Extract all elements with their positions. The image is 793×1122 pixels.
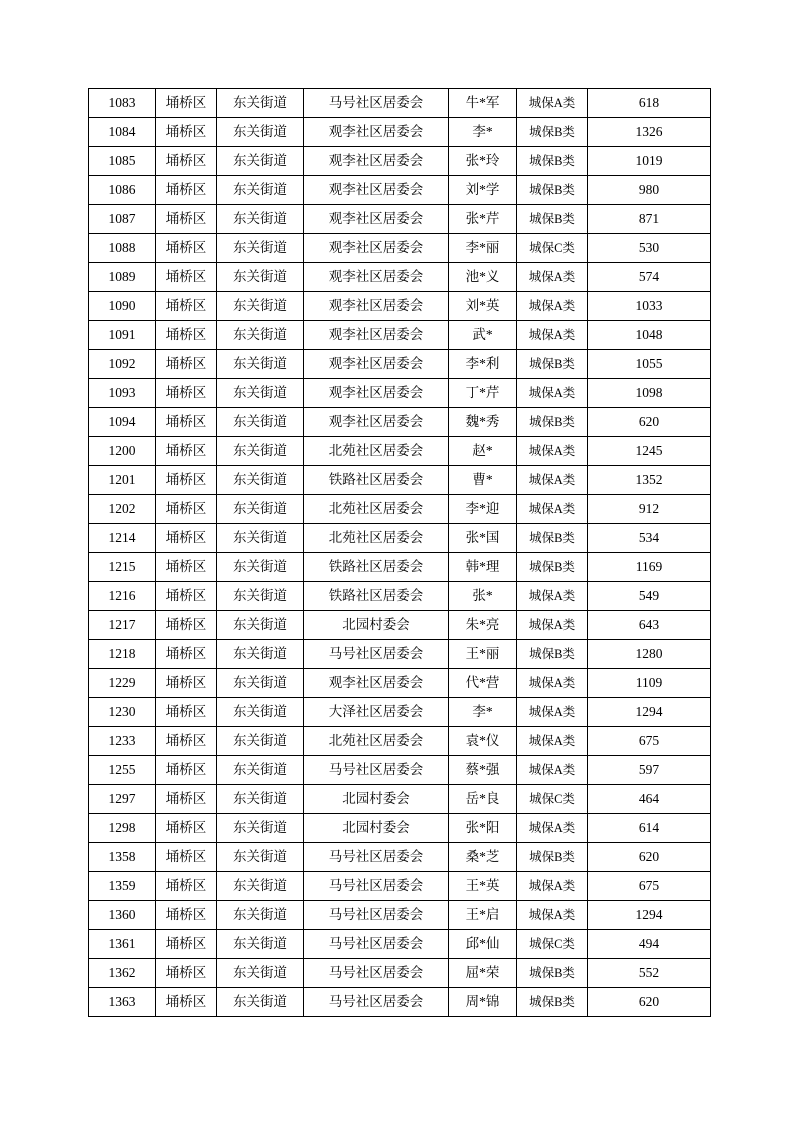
table-cell: 1359 bbox=[89, 872, 156, 901]
table-cell: 1098 bbox=[588, 379, 711, 408]
table-cell: 东关街道 bbox=[217, 263, 304, 292]
table-cell: 埇桥区 bbox=[156, 814, 217, 843]
table-cell: 埇桥区 bbox=[156, 901, 217, 930]
table-cell: 城保A类 bbox=[517, 872, 588, 901]
table-cell: 1089 bbox=[89, 263, 156, 292]
table-cell: 549 bbox=[588, 582, 711, 611]
table-cell: 534 bbox=[588, 524, 711, 553]
table-cell: 东关街道 bbox=[217, 698, 304, 727]
table-cell: 北园村委会 bbox=[304, 814, 449, 843]
table-cell: 李*丽 bbox=[449, 234, 517, 263]
table-cell: 530 bbox=[588, 234, 711, 263]
table-cell: 东关街道 bbox=[217, 611, 304, 640]
table-cell: 埇桥区 bbox=[156, 959, 217, 988]
table-cell: 东关街道 bbox=[217, 495, 304, 524]
table-cell: 东关街道 bbox=[217, 466, 304, 495]
table-cell: 1298 bbox=[89, 814, 156, 843]
table-cell: 北园村委会 bbox=[304, 785, 449, 814]
table-cell: 大泽社区居委会 bbox=[304, 698, 449, 727]
table-cell: 城保A类 bbox=[517, 727, 588, 756]
table-cell: 东关街道 bbox=[217, 553, 304, 582]
table-cell: 邱*仙 bbox=[449, 930, 517, 959]
table-cell: 1233 bbox=[89, 727, 156, 756]
table-cell: 埇桥区 bbox=[156, 524, 217, 553]
table-row bbox=[89, 524, 711, 553]
table-cell: 城保B类 bbox=[517, 205, 588, 234]
table-cell: 张*国 bbox=[449, 524, 517, 553]
table-cell: 城保A类 bbox=[517, 495, 588, 524]
table-cell: 埇桥区 bbox=[156, 611, 217, 640]
table-cell: 牛*军 bbox=[449, 89, 517, 118]
table-cell: 埇桥区 bbox=[156, 640, 217, 669]
table-cell: 王*启 bbox=[449, 901, 517, 930]
table-row bbox=[89, 379, 711, 408]
table-cell: 1215 bbox=[89, 553, 156, 582]
table-cell: 马号社区居委会 bbox=[304, 901, 449, 930]
table-row bbox=[89, 321, 711, 350]
table-cell: 城保A类 bbox=[517, 814, 588, 843]
table-cell: 池*义 bbox=[449, 263, 517, 292]
table-cell: 埇桥区 bbox=[156, 205, 217, 234]
table-cell: 1280 bbox=[588, 640, 711, 669]
table-cell: 屈*荣 bbox=[449, 959, 517, 988]
table-cell: 东关街道 bbox=[217, 785, 304, 814]
table-row bbox=[89, 495, 711, 524]
table-cell: 1048 bbox=[588, 321, 711, 350]
table-cell: 675 bbox=[588, 727, 711, 756]
table-cell: 1094 bbox=[89, 408, 156, 437]
table-cell: 张*玲 bbox=[449, 147, 517, 176]
table-cell: 铁路社区居委会 bbox=[304, 466, 449, 495]
table-cell: 马号社区居委会 bbox=[304, 959, 449, 988]
subsidy-recipients-table bbox=[88, 88, 711, 1017]
table-cell: 1255 bbox=[89, 756, 156, 785]
table-cell: 观李社区居委会 bbox=[304, 205, 449, 234]
table-cell: 城保A类 bbox=[517, 611, 588, 640]
table-cell: 城保B类 bbox=[517, 118, 588, 147]
table-cell: 刘*学 bbox=[449, 176, 517, 205]
table-cell: 1294 bbox=[588, 901, 711, 930]
table-cell: 城保A类 bbox=[517, 379, 588, 408]
table-cell: 韩*理 bbox=[449, 553, 517, 582]
table-cell: 464 bbox=[588, 785, 711, 814]
table-cell: 赵* bbox=[449, 437, 517, 466]
table-cell: 城保A类 bbox=[517, 698, 588, 727]
table-cell: 620 bbox=[588, 408, 711, 437]
table-row bbox=[89, 466, 711, 495]
table-cell: 马号社区居委会 bbox=[304, 640, 449, 669]
table-cell: 埇桥区 bbox=[156, 379, 217, 408]
table-cell: 1362 bbox=[89, 959, 156, 988]
table-row bbox=[89, 814, 711, 843]
table-cell: 观李社区居委会 bbox=[304, 118, 449, 147]
table-cell: 东关街道 bbox=[217, 640, 304, 669]
table-cell: 城保A类 bbox=[517, 466, 588, 495]
table-row bbox=[89, 176, 711, 205]
table-cell: 1088 bbox=[89, 234, 156, 263]
table-cell: 东关街道 bbox=[217, 176, 304, 205]
table-row bbox=[89, 408, 711, 437]
table-row bbox=[89, 959, 711, 988]
table-cell: 王*丽 bbox=[449, 640, 517, 669]
table-cell: 东关街道 bbox=[217, 89, 304, 118]
table-cell: 埇桥区 bbox=[156, 582, 217, 611]
table-cell: 朱*亮 bbox=[449, 611, 517, 640]
table-cell: 东关街道 bbox=[217, 118, 304, 147]
table-cell: 东关街道 bbox=[217, 408, 304, 437]
table-row bbox=[89, 698, 711, 727]
table-cell: 城保B类 bbox=[517, 843, 588, 872]
table-body bbox=[89, 89, 711, 1017]
table-cell: 埇桥区 bbox=[156, 292, 217, 321]
table-cell: 城保B类 bbox=[517, 408, 588, 437]
table-cell: 1230 bbox=[89, 698, 156, 727]
table-cell: 1202 bbox=[89, 495, 156, 524]
table-cell: 东关街道 bbox=[217, 814, 304, 843]
table-cell: 城保A类 bbox=[517, 89, 588, 118]
table-cell: 1360 bbox=[89, 901, 156, 930]
table-cell: 城保B类 bbox=[517, 176, 588, 205]
table-cell: 埇桥区 bbox=[156, 437, 217, 466]
table-row bbox=[89, 901, 711, 930]
table-cell: 马号社区居委会 bbox=[304, 843, 449, 872]
table-cell: 魏*秀 bbox=[449, 408, 517, 437]
table-cell: 马号社区居委会 bbox=[304, 988, 449, 1017]
table-cell: 597 bbox=[588, 756, 711, 785]
table-cell: 1109 bbox=[588, 669, 711, 698]
table-row bbox=[89, 727, 711, 756]
table-row bbox=[89, 785, 711, 814]
table-cell: 埇桥区 bbox=[156, 408, 217, 437]
table-cell: 1093 bbox=[89, 379, 156, 408]
table-cell: 东关街道 bbox=[217, 205, 304, 234]
table-cell: 620 bbox=[588, 843, 711, 872]
table-cell: 1361 bbox=[89, 930, 156, 959]
table-cell: 东关街道 bbox=[217, 321, 304, 350]
table-cell: 埇桥区 bbox=[156, 669, 217, 698]
table-cell: 武* bbox=[449, 321, 517, 350]
table-cell: 袁*仪 bbox=[449, 727, 517, 756]
table-cell: 埇桥区 bbox=[156, 263, 217, 292]
table-cell: 北苑社区居委会 bbox=[304, 524, 449, 553]
table-cell: 张*阳 bbox=[449, 814, 517, 843]
table-cell: 城保A类 bbox=[517, 756, 588, 785]
table-cell: 552 bbox=[588, 959, 711, 988]
table-cell: 埇桥区 bbox=[156, 350, 217, 379]
table-cell: 北苑社区居委会 bbox=[304, 727, 449, 756]
table-cell: 马号社区居委会 bbox=[304, 89, 449, 118]
table-cell: 观李社区居委会 bbox=[304, 147, 449, 176]
table-cell: 1363 bbox=[89, 988, 156, 1017]
table-cell: 曹* bbox=[449, 466, 517, 495]
table-cell: 埇桥区 bbox=[156, 234, 217, 263]
table-cell: 东关街道 bbox=[217, 843, 304, 872]
table-cell: 埇桥区 bbox=[156, 118, 217, 147]
table-row bbox=[89, 234, 711, 263]
table-cell: 张* bbox=[449, 582, 517, 611]
table-cell: 埇桥区 bbox=[156, 466, 217, 495]
table-cell: 埇桥区 bbox=[156, 698, 217, 727]
table-cell: 城保A类 bbox=[517, 582, 588, 611]
table-row bbox=[89, 843, 711, 872]
table-cell: 埇桥区 bbox=[156, 785, 217, 814]
table-cell: 埇桥区 bbox=[156, 756, 217, 785]
table-cell: 城保A类 bbox=[517, 901, 588, 930]
table-row bbox=[89, 611, 711, 640]
table-cell: 城保C类 bbox=[517, 234, 588, 263]
table-row bbox=[89, 292, 711, 321]
table-cell: 东关街道 bbox=[217, 524, 304, 553]
table-cell: 1092 bbox=[89, 350, 156, 379]
table-cell: 东关街道 bbox=[217, 437, 304, 466]
table-cell: 北园村委会 bbox=[304, 611, 449, 640]
table-cell: 1218 bbox=[89, 640, 156, 669]
table-cell: 埇桥区 bbox=[156, 872, 217, 901]
table-cell: 埇桥区 bbox=[156, 495, 217, 524]
table-cell: 观李社区居委会 bbox=[304, 292, 449, 321]
table-cell: 1084 bbox=[89, 118, 156, 147]
table-cell: 1019 bbox=[588, 147, 711, 176]
table-cell: 城保A类 bbox=[517, 263, 588, 292]
table-cell: 城保B类 bbox=[517, 524, 588, 553]
table-cell: 观李社区居委会 bbox=[304, 669, 449, 698]
table-cell: 桑*芝 bbox=[449, 843, 517, 872]
table-cell: 1200 bbox=[89, 437, 156, 466]
table-cell: 观李社区居委会 bbox=[304, 263, 449, 292]
table-cell: 1083 bbox=[89, 89, 156, 118]
table-cell: 1229 bbox=[89, 669, 156, 698]
table-cell: 城保B类 bbox=[517, 988, 588, 1017]
table-cell: 蔡*强 bbox=[449, 756, 517, 785]
table-cell: 1201 bbox=[89, 466, 156, 495]
table-row bbox=[89, 263, 711, 292]
table-cell: 1091 bbox=[89, 321, 156, 350]
table-cell: 北苑社区居委会 bbox=[304, 495, 449, 524]
table-cell: 李*利 bbox=[449, 350, 517, 379]
table-cell: 东关街道 bbox=[217, 901, 304, 930]
table-cell: 李* bbox=[449, 118, 517, 147]
table-cell: 周*锦 bbox=[449, 988, 517, 1017]
table-row bbox=[89, 205, 711, 234]
table-cell: 东关街道 bbox=[217, 292, 304, 321]
table-cell: 铁路社区居委会 bbox=[304, 582, 449, 611]
table-cell: 1217 bbox=[89, 611, 156, 640]
table-cell: 城保A类 bbox=[517, 669, 588, 698]
table-cell: 东关街道 bbox=[217, 959, 304, 988]
table-cell: 马号社区居委会 bbox=[304, 930, 449, 959]
table-cell: 北苑社区居委会 bbox=[304, 437, 449, 466]
table-cell: 埇桥区 bbox=[156, 930, 217, 959]
table-cell: 494 bbox=[588, 930, 711, 959]
table-cell: 1033 bbox=[588, 292, 711, 321]
table-cell: 1090 bbox=[89, 292, 156, 321]
table-cell: 岳*良 bbox=[449, 785, 517, 814]
table-cell: 574 bbox=[588, 263, 711, 292]
table-cell: 1085 bbox=[89, 147, 156, 176]
table-cell: 马号社区居委会 bbox=[304, 756, 449, 785]
table-row bbox=[89, 930, 711, 959]
table-cell: 1245 bbox=[588, 437, 711, 466]
table-cell: 埇桥区 bbox=[156, 727, 217, 756]
table-cell: 城保B类 bbox=[517, 640, 588, 669]
table-cell: 618 bbox=[588, 89, 711, 118]
table-cell: 东关街道 bbox=[217, 669, 304, 698]
table-cell: 观李社区居委会 bbox=[304, 408, 449, 437]
table-cell: 东关街道 bbox=[217, 234, 304, 263]
table-row bbox=[89, 147, 711, 176]
table-cell: 丁*芹 bbox=[449, 379, 517, 408]
table-cell: 城保B类 bbox=[517, 959, 588, 988]
table-cell: 东关街道 bbox=[217, 727, 304, 756]
table-cell: 埇桥区 bbox=[156, 843, 217, 872]
table-cell: 马号社区居委会 bbox=[304, 872, 449, 901]
table-cell: 观李社区居委会 bbox=[304, 321, 449, 350]
table-cell: 观李社区居委会 bbox=[304, 350, 449, 379]
table-cell: 1216 bbox=[89, 582, 156, 611]
table-cell: 城保B类 bbox=[517, 147, 588, 176]
table-row bbox=[89, 437, 711, 466]
table-cell: 代*营 bbox=[449, 669, 517, 698]
table-cell: 城保C类 bbox=[517, 785, 588, 814]
table-cell: 东关街道 bbox=[217, 379, 304, 408]
table-cell: 观李社区居委会 bbox=[304, 176, 449, 205]
table-cell: 埇桥区 bbox=[156, 988, 217, 1017]
table-cell: 912 bbox=[588, 495, 711, 524]
table-cell: 东关街道 bbox=[217, 350, 304, 379]
table-cell: 871 bbox=[588, 205, 711, 234]
table-cell: 1087 bbox=[89, 205, 156, 234]
table-cell: 城保A类 bbox=[517, 292, 588, 321]
table-cell: 675 bbox=[588, 872, 711, 901]
table-row bbox=[89, 118, 711, 147]
table-cell: 东关街道 bbox=[217, 988, 304, 1017]
table-cell: 埇桥区 bbox=[156, 89, 217, 118]
table-cell: 1352 bbox=[588, 466, 711, 495]
table-cell: 1214 bbox=[89, 524, 156, 553]
table-cell: 1297 bbox=[89, 785, 156, 814]
table-cell: 1294 bbox=[588, 698, 711, 727]
table-cell: 东关街道 bbox=[217, 582, 304, 611]
table-cell: 1086 bbox=[89, 176, 156, 205]
table-cell: 614 bbox=[588, 814, 711, 843]
table-cell: 埇桥区 bbox=[156, 176, 217, 205]
table-cell: 东关街道 bbox=[217, 872, 304, 901]
table-cell: 东关街道 bbox=[217, 756, 304, 785]
table-row bbox=[89, 640, 711, 669]
table-cell: 东关街道 bbox=[217, 930, 304, 959]
table-cell: 观李社区居委会 bbox=[304, 379, 449, 408]
table-cell: 观李社区居委会 bbox=[304, 234, 449, 263]
table-cell: 980 bbox=[588, 176, 711, 205]
table-cell: 埇桥区 bbox=[156, 321, 217, 350]
table-cell: 张*芹 bbox=[449, 205, 517, 234]
table-cell: 1055 bbox=[588, 350, 711, 379]
table-cell: 刘*英 bbox=[449, 292, 517, 321]
table-cell: 铁路社区居委会 bbox=[304, 553, 449, 582]
table-cell: 城保A类 bbox=[517, 321, 588, 350]
table-cell: 城保C类 bbox=[517, 930, 588, 959]
table-row bbox=[89, 669, 711, 698]
table-cell: 李*迎 bbox=[449, 495, 517, 524]
table-cell: 城保B类 bbox=[517, 553, 588, 582]
table-row bbox=[89, 553, 711, 582]
table-cell: 1358 bbox=[89, 843, 156, 872]
table-cell: 643 bbox=[588, 611, 711, 640]
table-cell: 1326 bbox=[588, 118, 711, 147]
table-cell: 620 bbox=[588, 988, 711, 1017]
table-cell: 1169 bbox=[588, 553, 711, 582]
table-row bbox=[89, 872, 711, 901]
table-row bbox=[89, 582, 711, 611]
table-row bbox=[89, 350, 711, 379]
table-cell: 埇桥区 bbox=[156, 553, 217, 582]
table-row bbox=[89, 89, 711, 118]
table-cell: 李* bbox=[449, 698, 517, 727]
table-row bbox=[89, 988, 711, 1017]
table-cell: 城保B类 bbox=[517, 350, 588, 379]
table-cell: 埇桥区 bbox=[156, 147, 217, 176]
table-cell: 城保A类 bbox=[517, 437, 588, 466]
table-row bbox=[89, 756, 711, 785]
table-cell: 王*英 bbox=[449, 872, 517, 901]
table-cell: 东关街道 bbox=[217, 147, 304, 176]
